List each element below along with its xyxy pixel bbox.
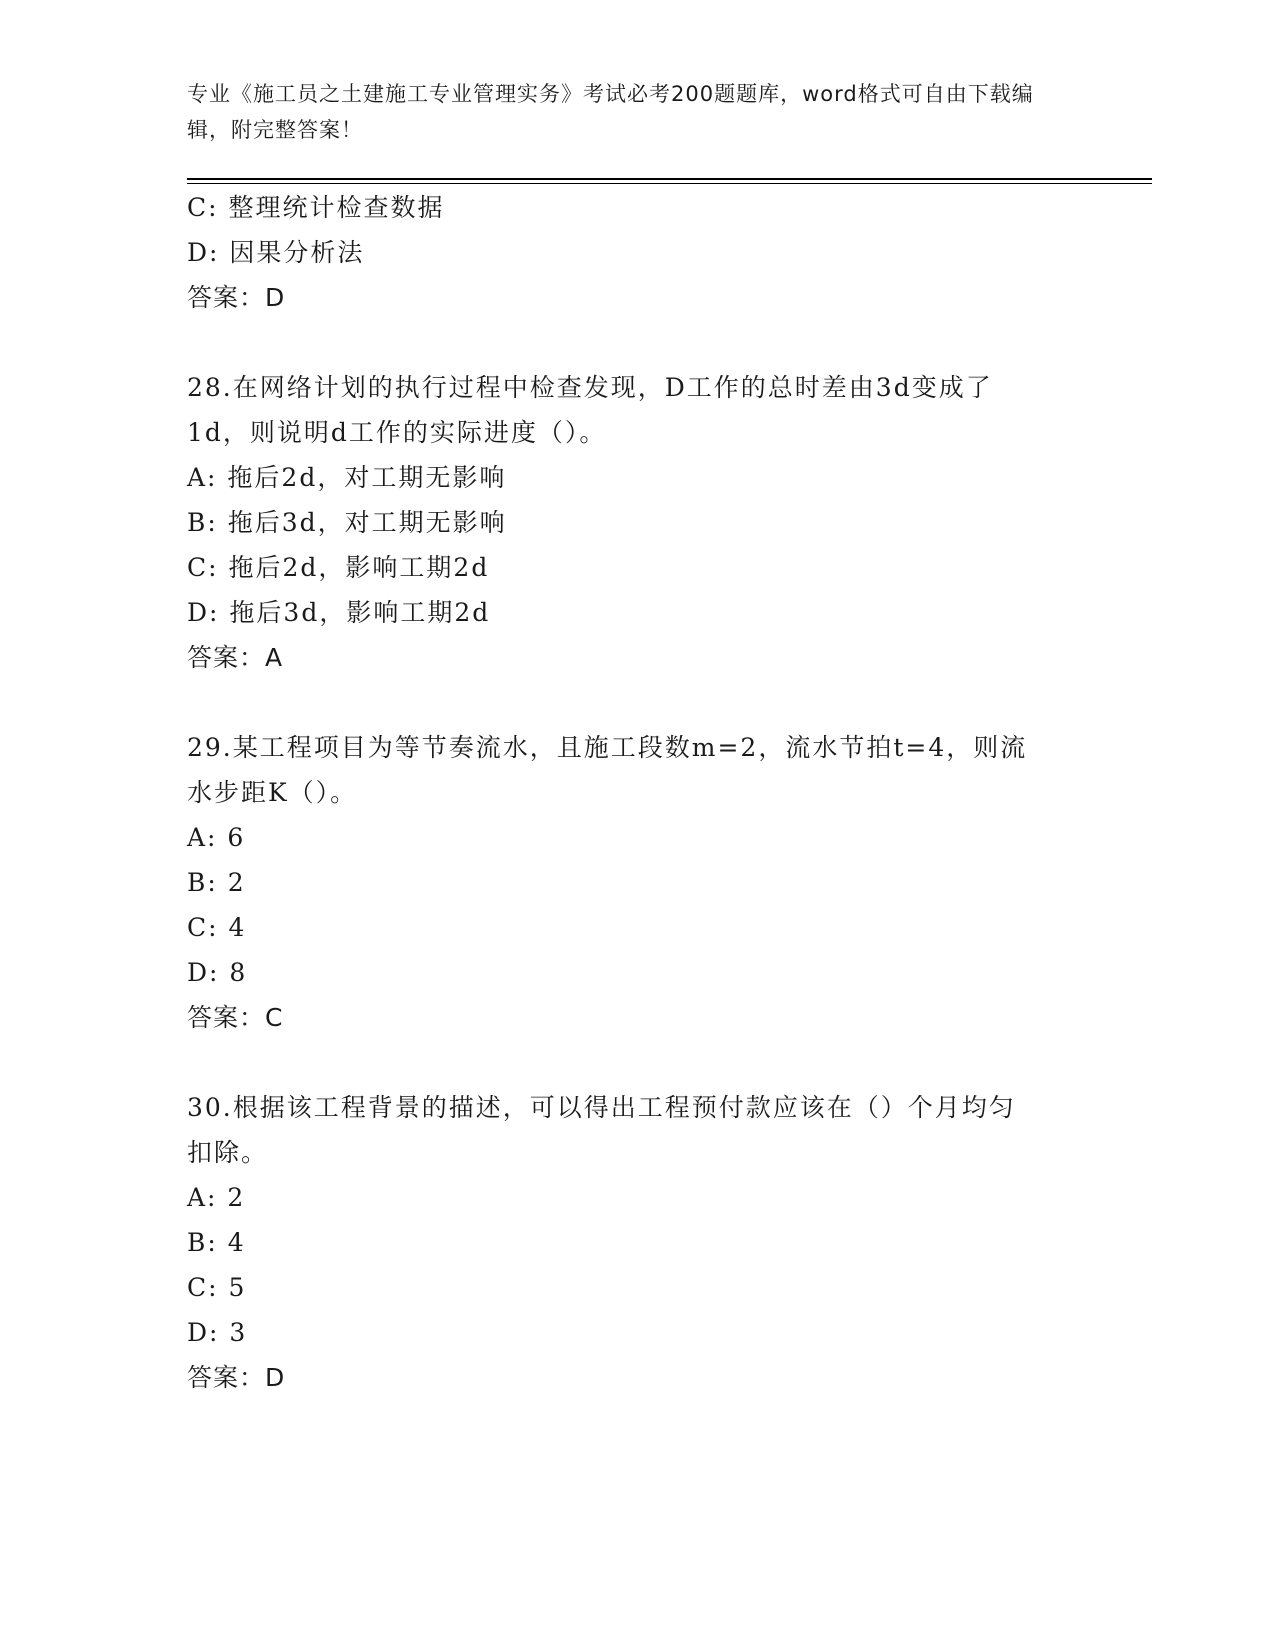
option-b: B: 拖后3d，对工期无影响 xyxy=(187,508,507,537)
option-d: D: 3 xyxy=(187,1318,248,1347)
answer: 答案：D xyxy=(187,1363,286,1392)
option-d: D: 因果分析法 xyxy=(187,238,365,267)
option-d: D: 拖后3d，影响工期2d xyxy=(187,598,491,627)
option-c: C: 4 xyxy=(187,913,247,942)
question-stem: 30.根据该工程背景的描述，可以得出工程预付款应该在（）个月均匀 xyxy=(187,1093,1016,1122)
header-divider-thick xyxy=(187,178,1152,180)
option-b: B: 4 xyxy=(187,1228,246,1257)
option-a: A: 拖后2d，对工期无影响 xyxy=(187,463,507,492)
answer: 答案：D xyxy=(187,283,286,312)
answer: 答案：A xyxy=(187,643,284,672)
option-c: C: 拖后2d，影响工期2d xyxy=(187,553,490,582)
header-divider-thin xyxy=(187,183,1152,184)
question-stem-continued: 1d，则说明d工作的实际进度（）。 xyxy=(187,418,607,447)
question-stem: 28.在网络计划的执行过程中检查发现，D工作的总时差由3d变成了 xyxy=(187,373,993,402)
question-stem: 29.某工程项目为等节奏流水，且施工段数m=2，流水节拍t=4，则流 xyxy=(187,733,1028,762)
option-b: B: 2 xyxy=(187,868,246,897)
question-stem-continued: 扣除。 xyxy=(187,1138,269,1167)
option-d: D: 8 xyxy=(187,958,248,987)
option-a: A: 2 xyxy=(187,1183,246,1212)
question-stem-continued: 水步距K（）。 xyxy=(187,778,358,807)
option-c: C: 整理统计检查数据 xyxy=(187,193,445,222)
option-a: A: 6 xyxy=(187,823,246,852)
document-header: 专业《施工员之土建施工专业管理实务》考试必考200题题库，word格式可自由下载编辑，附完整答案！ xyxy=(187,82,1034,142)
answer: 答案：C xyxy=(187,1003,284,1032)
option-c: C: 5 xyxy=(187,1273,247,1302)
